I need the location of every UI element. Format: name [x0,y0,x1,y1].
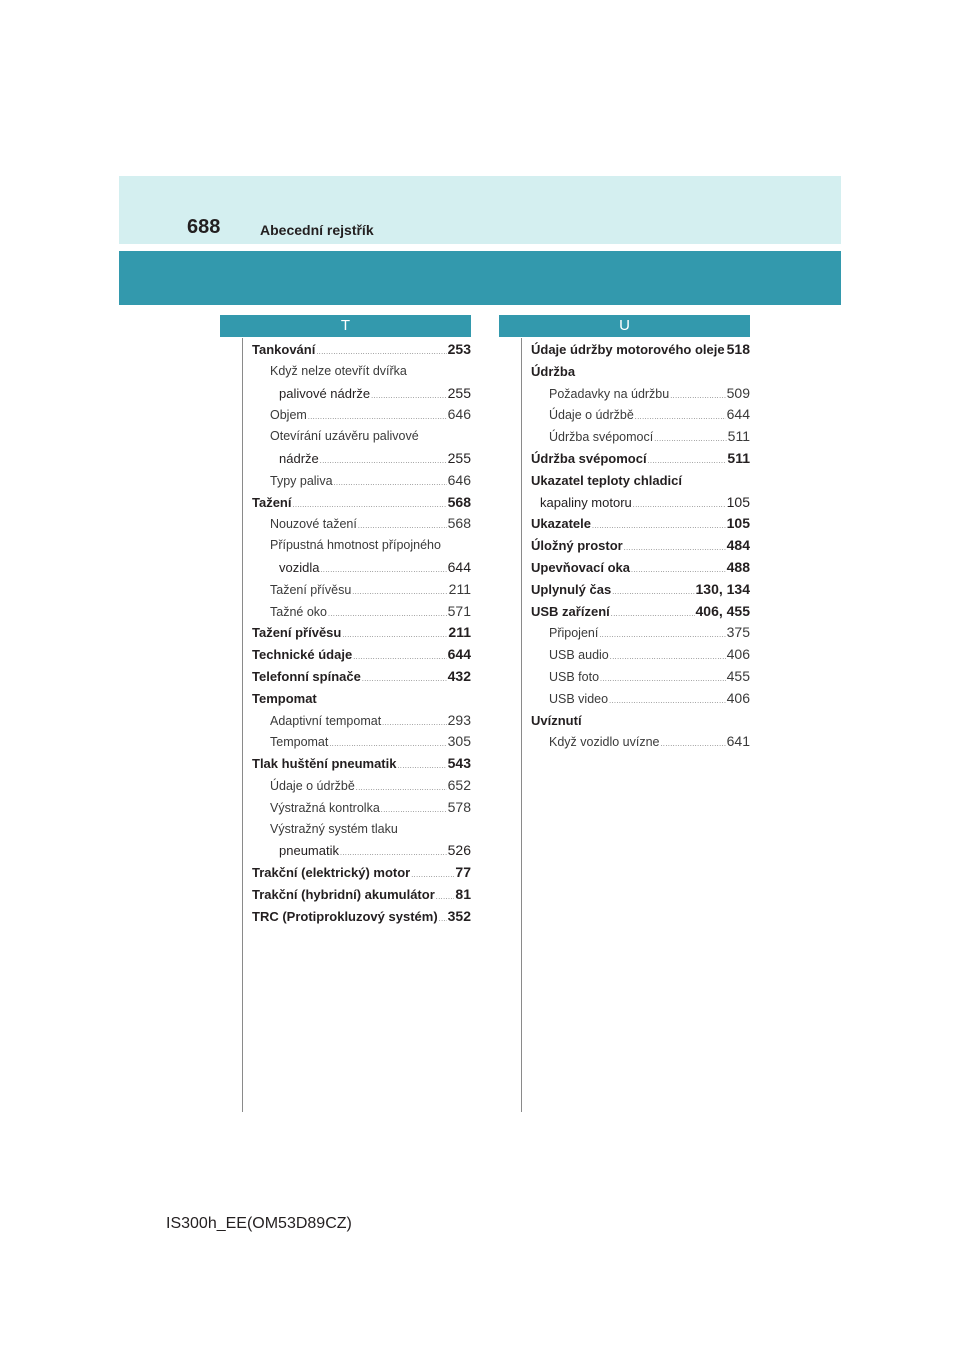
dot-leader [609,691,726,713]
entry-label: Trakční (hybridní) akumulátor [252,886,435,902]
header-band [119,176,841,244]
dot-leader [334,473,447,495]
entry-page-ref[interactable]: 526 [447,842,471,859]
index-entry [252,884,471,906]
entry-page-ref[interactable]: 652 [447,776,471,793]
entry-label: Požadavky na údržbu [549,386,670,401]
column-divider-right [521,338,522,1112]
entry-page-ref[interactable]: 406 [726,646,750,663]
entry-label: nádrže [279,450,319,466]
index-entry [531,579,750,601]
entry-label: Typy paliva [270,473,333,488]
dot-leader [320,451,447,473]
index-entry [252,557,471,579]
entry-label: USB foto [549,669,600,684]
entry-page-ref[interactable]: 432 [447,667,471,684]
entry-label: Tempomat [270,735,329,750]
entry-label: Technické údaje [252,647,353,663]
entry-label: Uvíznutí [531,712,582,728]
entry-page-ref[interactable]: 406 [726,689,750,706]
index-entry [531,361,750,383]
index-entry [252,492,471,514]
page-number: 688 [187,216,221,238]
entry-label: Trakční (elektrický) motor [252,865,411,881]
index-entry [531,557,750,579]
entry-label: Údržba [531,363,576,379]
index-entry [252,513,471,535]
index-entry [531,535,750,557]
entry-label: Upevňovací oka [531,559,630,575]
index-entry [252,710,471,732]
index-entry [531,383,750,405]
entry-page-ref[interactable]: 253 [447,341,471,357]
entry-page-ref[interactable]: 644 [447,646,471,663]
entry-label: Tažení [252,494,292,510]
index-entry [531,601,750,623]
entry-page-ref[interactable]: 488 [726,558,750,575]
entry-page-ref[interactable]: 568 [447,493,471,510]
entry-page-ref[interactable]: 211 [448,580,471,597]
entry-page-ref[interactable]: 518 [726,341,750,357]
dot-leader [633,495,726,517]
entry-page-ref[interactable]: 130, 134 [695,580,750,597]
index-entry [252,819,471,841]
index-column-u [531,339,750,753]
index-entry [531,666,750,688]
entry-page-ref[interactable]: 511 [727,428,750,445]
entry-label: Tažení přívěsu [270,582,352,597]
entry-label: Připojení [549,626,599,641]
entry-label: Úložný prostor [531,538,623,554]
entry-label: Tažení přívěsu [252,625,342,641]
entry-page-ref[interactable]: 644 [447,558,471,575]
entry-page-ref[interactable]: 81 [455,885,471,902]
entry-label: palivové nádrže [279,385,371,401]
index-entry [252,339,471,361]
entry-page-ref[interactable]: 644 [726,406,750,423]
dot-leader [328,604,447,626]
entry-label: Objem [270,408,307,423]
entry-label: USB audio [549,648,609,663]
entry-label: Tlak huštění pneumatik [252,756,397,772]
entry-label: Adaptivní tempomat [270,713,382,728]
entry-page-ref[interactable]: 484 [726,537,750,554]
index-entry [531,513,750,535]
entry-page-ref[interactable]: 571 [447,602,471,619]
index-entry [252,535,471,557]
entry-page-ref[interactable]: 646 [447,406,471,423]
entry-page-ref[interactable]: 641 [726,733,750,750]
entry-page-ref[interactable]: 511 [727,449,750,466]
entry-page-ref[interactable]: 646 [447,471,471,488]
dot-leader [670,386,725,408]
dot-leader [600,669,726,691]
dot-leader [439,909,447,931]
entry-label: Údaje o údržbě [270,778,355,793]
dot-leader [362,669,447,691]
entry-label: Výstražný systém tlaku [270,821,398,836]
index-entry [531,492,750,514]
entry-page-ref[interactable]: 293 [447,711,471,728]
entry-label: Když vozidlo uvízne [549,735,660,750]
entry-page-ref[interactable]: 543 [447,755,471,772]
index-entry [252,579,471,601]
entry-label: Údržba svépomocí [549,430,654,445]
entry-page-ref[interactable]: 509 [726,384,750,401]
entry-label: Ukazatel teploty chladicí [531,472,682,488]
entry-label: Výstražná kontrolka [270,800,380,815]
entry-label: Údaje údržby motorového oleje [531,342,725,357]
index-entry [531,448,750,470]
entry-label: TRC (Protiprokluzový systém) [252,908,438,924]
index-entry [252,383,471,405]
dot-leader [599,625,725,647]
index-entry [252,361,471,383]
index-entry [531,339,750,361]
entry-label: Přípustná hmotnost přípojného [270,538,441,553]
dot-leader [654,429,726,451]
entry-label: vozidla [279,559,320,575]
entry-page-ref[interactable]: 255 [447,384,471,401]
dot-leader [611,604,695,626]
entry-page-ref[interactable]: 305 [447,733,471,750]
index-entry [252,404,471,426]
entry-page-ref[interactable]: 105 [726,515,750,532]
dot-leader [635,407,726,429]
section-banner [119,251,841,305]
entry-label: Ukazatele [531,516,591,532]
entry-page-ref[interactable]: 255 [447,449,471,466]
dot-leader [353,647,446,669]
entry-label: Údržba svépomocí [531,450,647,466]
dot-leader [610,647,726,669]
index-entry [252,840,471,862]
dot-leader [382,713,446,735]
index-entry [531,470,750,492]
dot-leader [342,625,447,647]
entry-label: pneumatik [279,843,339,859]
dot-leader [397,756,446,778]
index-entry [531,404,750,426]
entry-label: Uplynulý čas [531,581,612,597]
entry-label: Tempomat [252,690,317,706]
index-entry [252,470,471,492]
dot-leader [356,778,447,800]
index-entry [531,731,750,753]
entry-page-ref[interactable]: 375 [726,624,750,641]
index-entry [252,622,471,644]
entry-page-ref[interactable]: 455 [726,667,750,684]
entry-label: USB video [549,691,609,706]
dot-leader [293,495,447,517]
index-entry [531,426,750,448]
entry-page-ref[interactable]: 352 [447,907,471,924]
index-entry [252,775,471,797]
index-entry [252,426,471,448]
entry-page-ref[interactable]: 578 [447,798,471,815]
index-entry [252,753,471,775]
dot-leader [624,538,726,560]
entry-page-ref[interactable]: 568 [447,515,471,532]
dot-leader [660,734,725,756]
letter-header-t: T [220,315,471,337]
entry-label: kapaliny motoru [540,494,632,510]
index-entry [252,666,471,688]
entry-page-ref[interactable]: 211 [448,624,471,641]
entry-label: Když nelze otevřít dvířka [270,363,407,378]
letter-header-u: U [499,315,750,337]
entry-label: Nouzové tažení [270,517,357,532]
entry-page-ref[interactable]: 77 [455,864,471,881]
dot-leader [371,386,447,408]
dot-leader [352,582,447,604]
entry-label: Údaje o údržbě [549,408,634,423]
entry-label: Telefonní spínače [252,668,361,684]
entry-page-ref[interactable]: 406, 455 [695,602,750,619]
index-entry [252,862,471,884]
index-entry [531,688,750,710]
index-entry [252,906,471,928]
index-entry [252,644,471,666]
index-entry [531,710,750,732]
index-entry [252,731,471,753]
index-entry [531,644,750,666]
entry-label: USB zařízení [531,603,610,619]
index-entry [531,622,750,644]
entry-page-ref[interactable]: 105 [726,493,750,510]
model-code: IS300h_EE(OM53D89CZ) [166,1215,352,1232]
index-entry [252,448,471,470]
section-title: Abecední rejstřík [260,222,374,238]
index-entry [252,797,471,819]
entry-label: Tankování [252,342,316,357]
column-divider-left [242,338,243,1112]
index-entry [252,688,471,710]
index-entry [252,601,471,623]
index-column-t [252,339,471,928]
dot-leader [320,560,446,582]
dot-leader [612,582,694,604]
entry-label: Tažné oko [270,604,327,619]
entry-label: Otevírání uzávěru palivové [270,429,419,444]
